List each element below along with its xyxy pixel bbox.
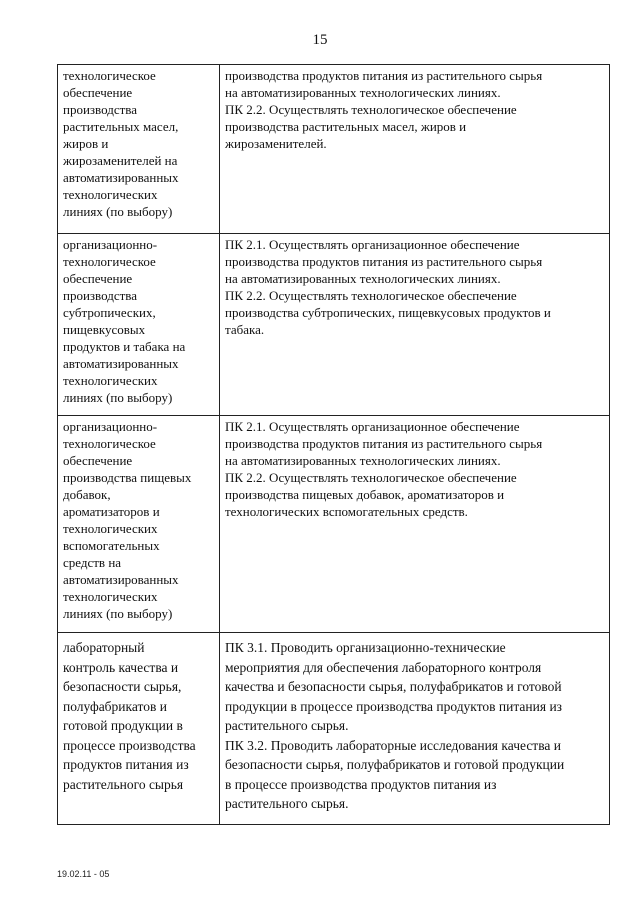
module-name-line: производства: [63, 288, 138, 303]
module-name-cell: [58, 234, 220, 416]
module-name-line: линиях (по выбору): [63, 390, 173, 405]
module-name-line: линиях (по выбору): [63, 606, 173, 621]
competency-line: производства продуктов питания из растительного сырья: [225, 436, 543, 451]
module-name-line: технологическое: [63, 68, 156, 83]
module-name-line: средств на: [63, 555, 122, 570]
competency-line: мероприятия для обеспечения лабораторного контроля: [225, 659, 542, 675]
module-name-line: технологических: [63, 373, 158, 388]
module-name-line: организационно-: [63, 237, 158, 252]
competency-line: продукции в процессе производства продуктов питания из: [225, 698, 563, 714]
module-name-line: добавок,: [63, 487, 111, 502]
competency-line: производства продуктов питания из растительного сырья: [225, 254, 543, 269]
competency-cell: [220, 633, 610, 825]
competency-line: производства субтропических, пищевкусовых продуктов и: [225, 305, 551, 320]
competency-line: производства растительных масел, жиров и: [225, 119, 467, 134]
competency-cell: [220, 234, 610, 416]
module-name-line: растительных масел,: [63, 119, 179, 134]
module-name-line: контроль качества и: [63, 659, 179, 675]
module-name-line: растительного сырья: [63, 776, 184, 792]
competency-line: безопасности сырья, полуфабрикатов и готовой продукции: [225, 757, 565, 772]
module-name-line: продуктов и табака на: [63, 339, 186, 354]
competency-line: табака.: [225, 322, 265, 337]
module-name-line: безопасности сырья,: [63, 679, 182, 694]
competency-line: на автоматизированных технологических линиях.: [225, 271, 501, 286]
module-name-line: жирозаменителей на: [63, 153, 178, 168]
competency-line: производства продуктов питания из растительного сырья: [225, 68, 543, 83]
module-name-line: субтропических,: [63, 305, 156, 320]
competencies-table: [57, 64, 610, 825]
table-row: [58, 234, 610, 416]
module-name-line: обеспечение: [63, 453, 133, 468]
module-name-line: технологических: [63, 187, 158, 202]
module-name-line: производства: [63, 102, 138, 117]
module-name-line: обеспечение: [63, 271, 133, 286]
competency-line: производства пищевых добавок, ароматизаторов и: [225, 487, 505, 502]
module-name-line: линиях (по выбору): [63, 204, 173, 219]
table-row: [58, 633, 610, 825]
module-name-line: автоматизированных: [63, 170, 179, 185]
module-name-line: обеспечение: [63, 85, 133, 100]
module-name-line: готовой продукции в: [63, 718, 183, 733]
module-name-line: жиров и: [63, 136, 109, 151]
module-name-line: технологических: [63, 521, 158, 536]
module-name-line: автоматизированных: [63, 572, 179, 587]
module-name-cell: [58, 65, 220, 234]
competency-line: ПК 2.2. Осуществлять технологическое обеспечение: [225, 470, 517, 485]
page-number: 15: [312, 32, 328, 48]
module-name-line: полуфабрикатов и: [63, 698, 167, 714]
competency-line: ПК 2.1. Осуществлять организационное обеспечение: [225, 419, 520, 434]
module-name-line: технологическое: [63, 436, 156, 451]
competency-line: ПК 2.2. Осуществлять технологическое обеспечение: [225, 288, 517, 303]
competency-line: ПК 3.1. Проводить организационно-технические: [225, 640, 506, 655]
competency-line: ПК 2.2. Осуществлять технологическое обеспечение: [225, 102, 517, 117]
competency-line: жирозаменителей.: [225, 136, 327, 151]
module-name-line: организационно-: [63, 419, 158, 434]
table-row: [58, 416, 610, 633]
module-name-line: автоматизированных: [63, 356, 179, 371]
competency-cell: [220, 65, 610, 234]
module-name-line: пищевкусовых: [63, 322, 146, 337]
module-name-line: технологическое: [63, 254, 156, 269]
competency-line: технологических вспомогательных средств.: [225, 504, 468, 519]
module-name-line: производства пищевых: [63, 470, 192, 485]
competency-line: растительного сырья.: [225, 796, 349, 811]
competency-line: растительного сырья.: [225, 718, 349, 733]
competency-line: качества и безопасности сырья, полуфабрикатов и готовой: [225, 679, 562, 694]
competency-line: на автоматизированных технологических линиях.: [225, 85, 501, 100]
competency-cell: [220, 416, 610, 633]
module-name-cell: [58, 633, 220, 825]
competency-line: в процессе производства продуктов питания из: [225, 776, 497, 792]
competency-line: ПК 2.1. Осуществлять организационное обеспечение: [225, 237, 520, 252]
module-name-line: вспомогательных: [63, 538, 160, 553]
module-name-line: продуктов питания из: [63, 757, 189, 772]
table-row: [58, 65, 610, 234]
module-name-line: технологических: [63, 589, 158, 604]
module-name-line: лабораторный: [63, 640, 145, 655]
module-name-line: ароматизаторов и: [63, 504, 160, 519]
document-code: 19.02.11 - 05: [57, 869, 110, 879]
competency-line: ПК 3.2. Проводить лабораторные исследования качества и: [225, 737, 561, 753]
competency-line: на автоматизированных технологических линиях.: [225, 453, 501, 468]
module-name-cell: [58, 416, 220, 633]
module-name-line: процессе производства: [63, 737, 196, 753]
